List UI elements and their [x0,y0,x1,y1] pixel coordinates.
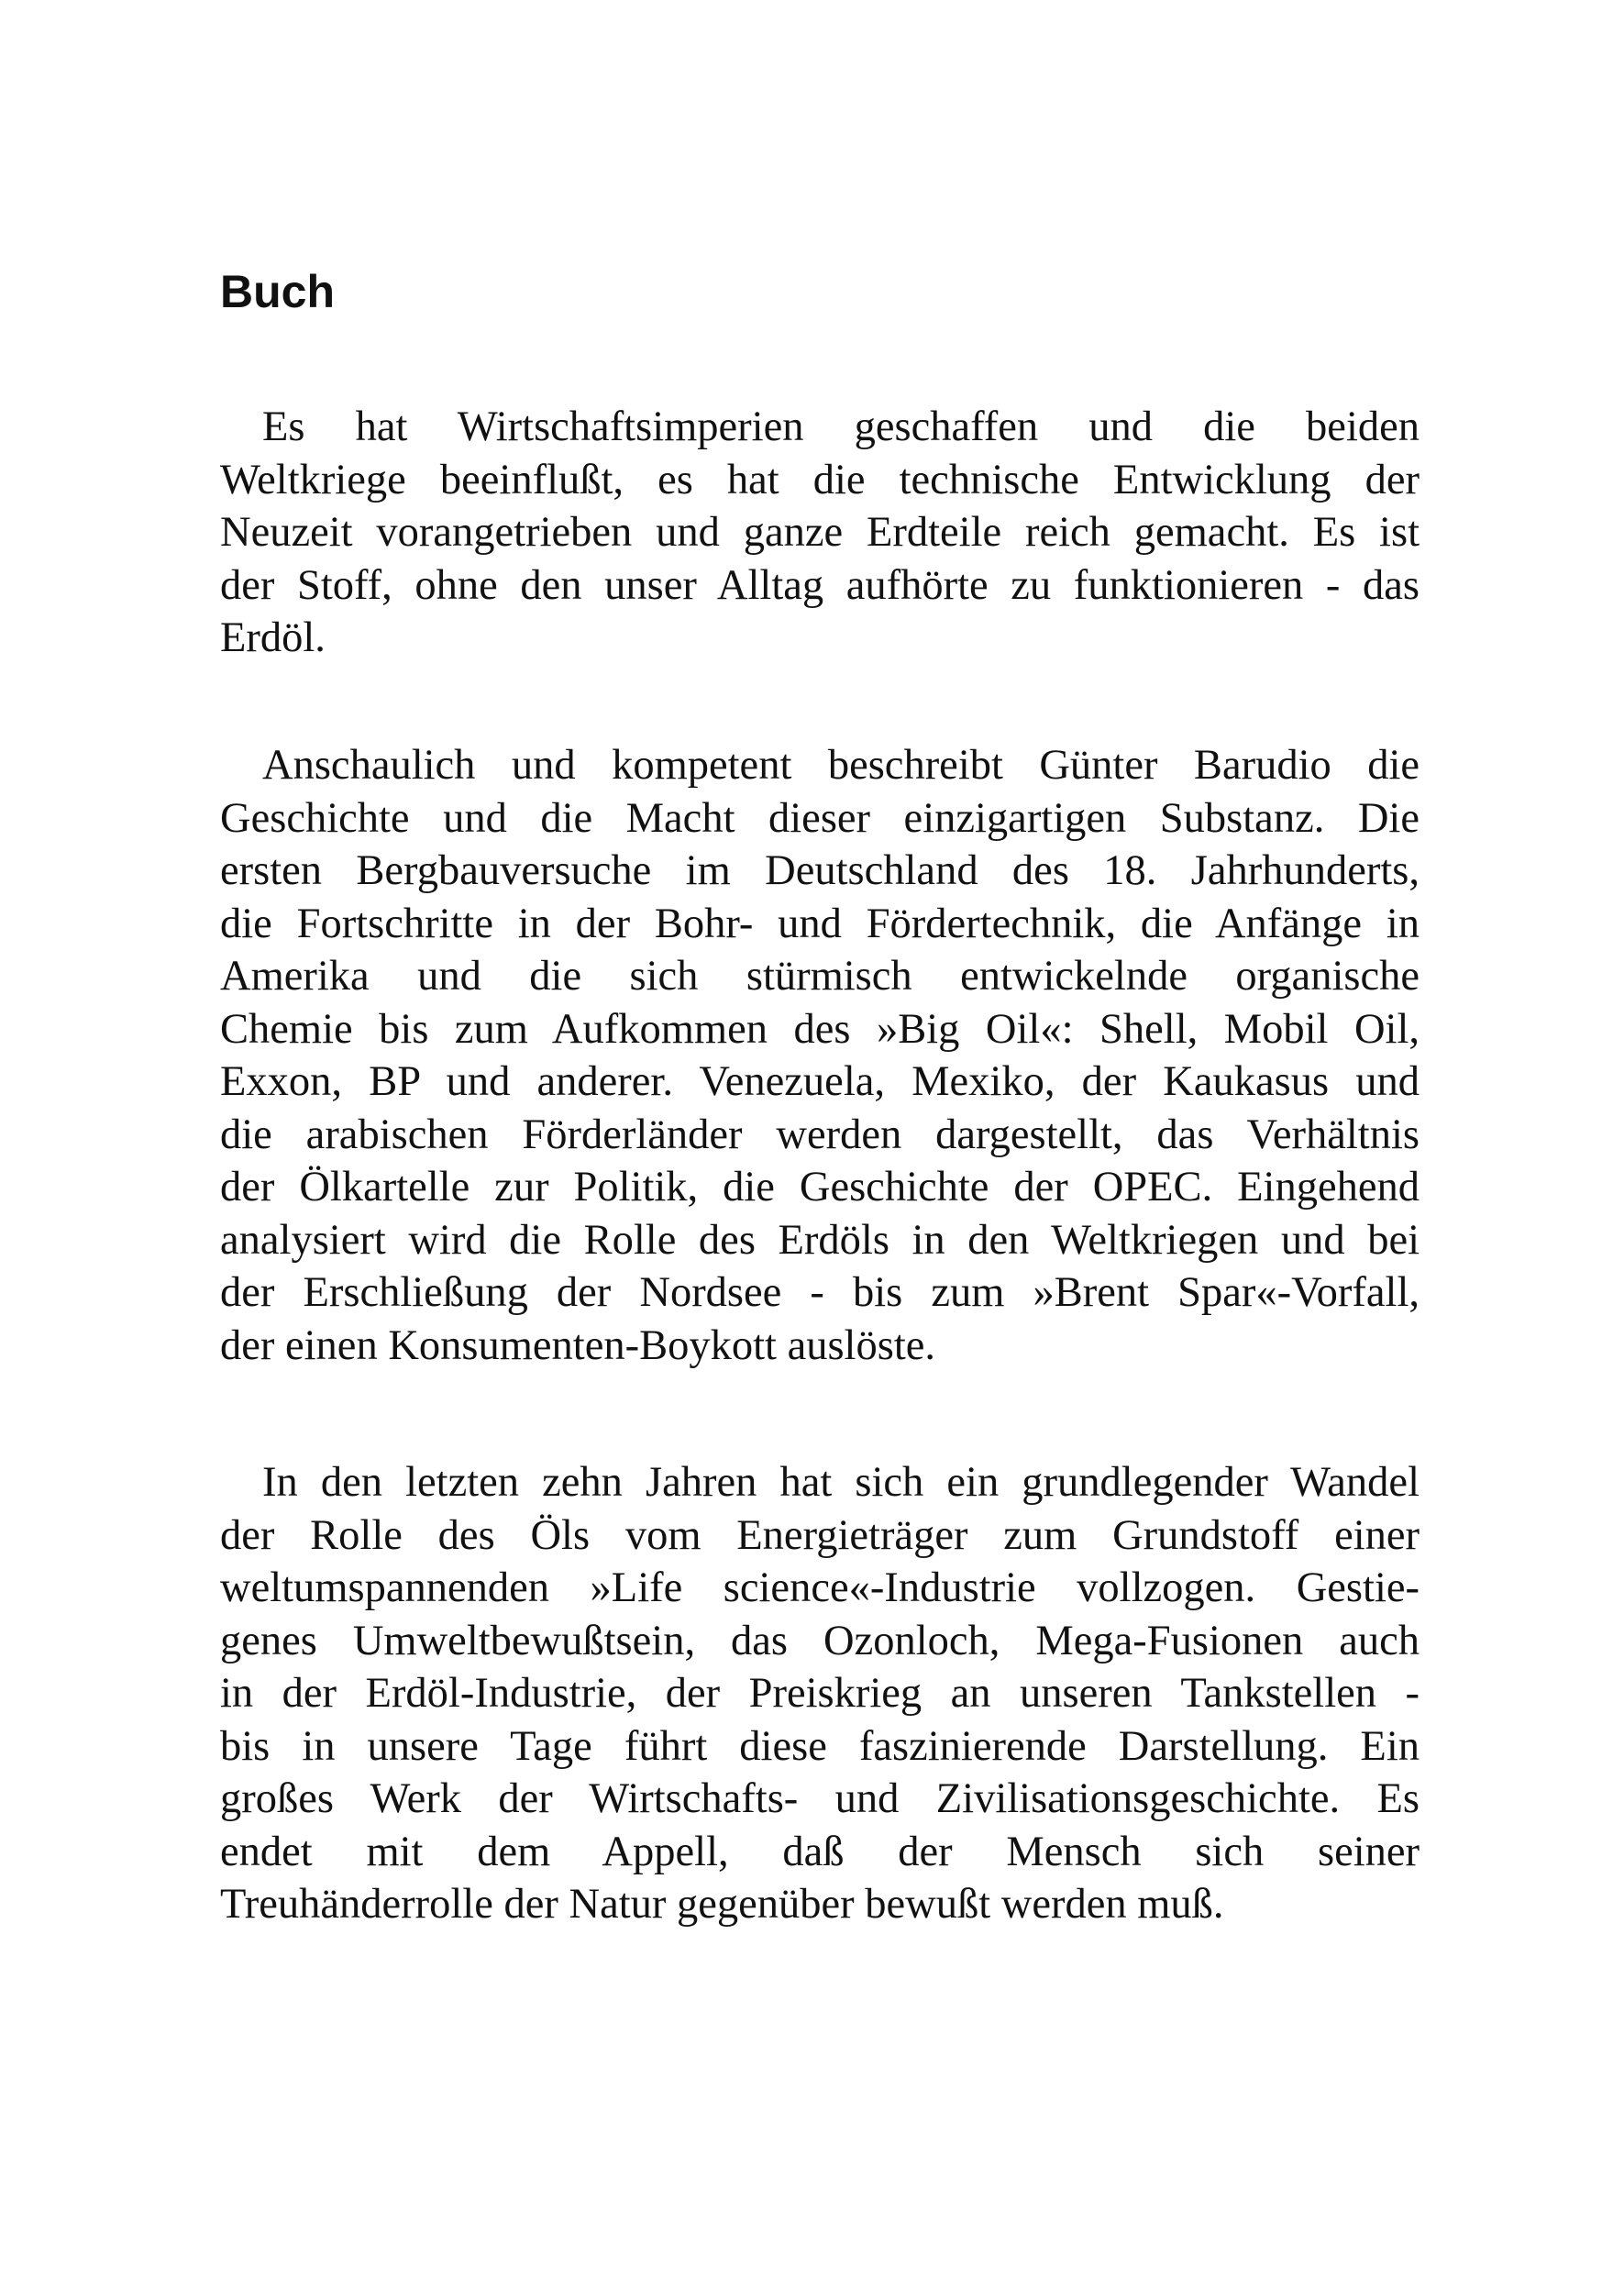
text-line: Es hat Wirtschaftsimperien geschaffen und die beiden [262,403,1420,450]
text-line: endet mit dem Appell, daß der Mensch sich seiner [220,1828,1420,1875]
text-line: der einen Konsumenten-Boykott auslöste. [220,1321,936,1369]
text-line: genes Umweltbewußtsein, das Ozonloch, Mega-Fusionen auch [220,1617,1420,1664]
text-line: Amerika und die sich stürmisch entwickelnde organische [220,953,1420,1000]
text-line: Exxon, BP und anderer. Venezuela, Mexiko, der Kaukasus und [220,1058,1420,1105]
text-line: der Ölkartelle zur Politik, die Geschichte der OPEC. Eingehend [220,1164,1420,1210]
text-line: die Fortschritte in der Bohr- und Fördertechnik, die Anfänge in [220,900,1420,947]
text-line: weltumspannenden »Life science«-Industrie vollzogen. Gestie- [220,1564,1420,1611]
text-line: der Stoff, ohne den unser Alltag aufhörte zu funktionieren - das [220,561,1420,609]
text-line: Neuzeit vorangetrieben und ganze Erdteile reich gemacht. Es ist [220,509,1420,556]
text-line: die arabischen Förderländer werden dargestellt, das Verhältnis [220,1111,1420,1158]
text-line: großes Werk der Wirtschafts- und Zivilisationsgeschichte. Es [220,1775,1420,1822]
text-line: der Erschließung der Nordsee - bis zum »Brent Spar«-Vorfall, [220,1269,1420,1316]
paragraph-intro [220,401,1420,665]
text-line: Geschichte und die Macht dieser einzigartigen Substanz. Die [220,794,1420,842]
text-line: der Rolle des Öls vom Energieträger zum Grundstoff einer [220,1511,1420,1559]
text-line: Chemie bis zum Aufkommen des »Big Oil«: Shell, Mobil Oil, [220,1005,1420,1053]
text-line: in der Erdöl-Industrie, der Preiskrieg an unseren Tankstellen - [220,1670,1420,1717]
text-line: bis in unsere Tage führt diese faszinierende Darstellung. Ein [220,1722,1420,1770]
text-line: Erdöl. [220,614,326,661]
text-line: In den letzten zehn Jahren hat sich ein grundlegender Wandel [262,1459,1420,1506]
text-line: ersten Bergbauversuche im Deutschland des 18. Jahrhunderts, [220,847,1420,894]
text-line: Anschaulich und kompetent beschreibt Günter Barudio die [262,742,1420,789]
page-heading: Buch [220,266,335,317]
text-line: Treuhänderrolle der Natur gegenüber bewußt werden muß. [220,1881,1224,1928]
paragraph-conclusion [220,1456,1420,1931]
text-line: Weltkriege beeinflußt, es hat die technische Entwicklung der [220,456,1420,503]
paragraph-content [220,739,1420,1372]
text-line: analysiert wird die Rolle des Erdöls in den Weltkriegen und bei [220,1216,1420,1264]
